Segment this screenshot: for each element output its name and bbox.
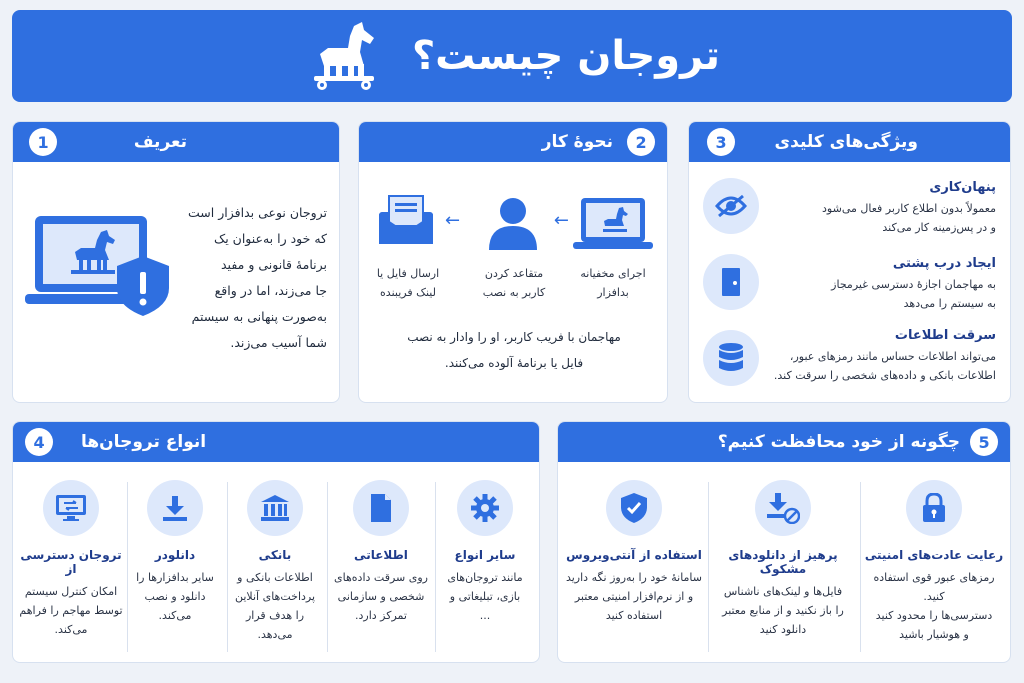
page-title: تروجان چیست؟ [411,33,721,79]
step-label [469,264,559,302]
protect-item [864,480,1004,644]
text-line: اطلاعات بانکی و داده‌های شخصی را سرقت کند. [773,369,996,382]
type-item [17,480,125,639]
text-line: لینک فریبنده [380,286,436,299]
step-label [567,264,659,302]
text-line: دانلود و نصب [144,590,206,603]
text-line: اطلاعات بانکی و [237,571,313,584]
card-title: تعریف [133,132,187,152]
text-line: پرداخت‌های آنلاین [234,590,316,603]
text-line: مهاجمان با فریب کاربر، او را وادار به نصب [407,330,621,344]
type-icon-circle [457,480,513,536]
feature-title: پنهان‌کاری [929,180,996,195]
lock-icon [921,493,947,523]
text-line: متقاعد کردن [484,267,544,280]
text-line: می‌تواند اطلاعات حساس مانند رمزهای عبور، [789,350,996,363]
divider [708,482,709,652]
step-number: 3 [707,128,735,156]
feature-item [764,256,996,313]
text-line: تمرکز دارد. [355,609,407,622]
type-item [227,480,323,644]
feature-item [764,180,996,237]
divider [435,482,436,652]
type-icon-circle [147,480,203,536]
feature-icon-circle [703,178,759,234]
type-icon-circle [43,480,99,536]
text-line: را هدف قرار می‌دهد. [245,609,305,641]
text-line: و در پس‌زمینه کار می‌کند [882,221,996,234]
text-line: ارسال فایل یا [376,267,440,280]
text-line: برنامهٔ قانونی و مفید [221,257,327,272]
text-line: سایر بدافزارها را [136,571,214,584]
card-protection [557,421,1011,663]
database-icon [717,342,745,374]
card-title: چگونه از خود محافظت کنیم؟ [717,432,960,452]
text-line: بدافزار [597,286,629,299]
title-banner [12,10,1012,102]
type-item [437,480,533,625]
text-line: معمولاً بدون اطلاع کاربر فعال می‌شود [822,202,996,215]
divider [860,482,861,652]
card-definition [12,121,340,403]
step-number: 5 [970,428,998,456]
step-number: 4 [25,428,53,456]
bank-icon [260,494,290,522]
text-line: را باز نکنید و از منابع معتبر [722,604,844,617]
door-icon [719,267,743,297]
text-line: ... [479,609,491,622]
user-icon [485,194,541,250]
trojan-horse-icon [304,20,384,92]
eye-slash-icon [715,194,747,218]
text-line: فایل‌ها و لینک‌های ناشناس [723,585,843,598]
card-title: ویژگی‌های کلیدی [774,132,918,152]
type-item [331,480,431,625]
type-title: دانلودر [154,548,196,562]
laptop-trojan-icon [23,210,173,320]
text-line: کاربر به نصب [482,286,546,299]
text-line: و هوشیار باشید [899,628,969,641]
text-line: می‌کند. [54,623,88,636]
download-icon [161,494,189,522]
type-title: بانکی [258,548,292,562]
type-title: تروجان دسترسی از [20,548,122,576]
protect-title: پرهیز از دانلودهای مشکوک [728,548,838,576]
document-icon [369,493,393,523]
text-line: می‌کند. [158,609,192,622]
text-line: اجرای مخفیانه [580,267,646,280]
text-line: روی سرقت داده‌های [334,571,428,584]
text-line: تروجان نوعی بدافزار است [188,205,327,220]
download-blocked-icon [766,492,800,524]
laptop-horse-icon [573,196,653,252]
definition-text [157,200,327,356]
text-line: به‌صورت پنهانی به سیستم [191,309,327,324]
feature-item [764,328,996,385]
card-trojan-types [12,421,540,663]
card-key-features [688,121,1011,403]
protect-item [562,480,706,625]
envelope-icon [377,194,435,246]
card-title: نحوهٔ کار [541,132,613,152]
text-line: شما آسیب می‌زند. [230,335,327,350]
shield-check-icon [620,492,648,524]
feature-icon-circle [703,330,759,386]
type-icon-circle [353,480,409,536]
protect-title: استفاده از آنتی‌ویروس [566,548,702,562]
card-how-it-works [358,121,668,403]
text-line: فایل یا برنامهٔ آلوده می‌کنند. [444,356,584,370]
step-number: 2 [627,128,655,156]
arrow-icon: ← [445,210,461,231]
protect-icon-circle [906,480,962,536]
arrow-icon: ← [553,210,569,231]
protect-title: رعایت عادت‌های امنیتی [864,548,1004,562]
text-line: جا می‌زند، اما در واقع [214,283,327,298]
step-number: 1 [29,128,57,156]
type-icon-circle [247,480,303,536]
text-line: بازی، تبلیغاتی و [449,590,521,603]
text-line: رمزهای عبور قوی استفاده کنید. [873,571,995,603]
protect-icon-circle [606,480,662,536]
how-description [379,324,649,376]
text-line: استفاده کنید [605,609,663,622]
text-line: امکان کنترل سیستم [24,585,118,598]
feature-icon-circle [703,254,759,310]
gear-icon [470,493,500,523]
text-line: توسط مهاجم را فراهم [19,604,123,617]
protect-item [710,480,856,639]
text-line: شخصی و سازمانی [337,590,425,603]
text-line: دسترسی‌ها را محدود کنید [875,609,993,622]
text-line: و از نرم‌افزار امنیتی معتبر [574,590,694,603]
text-line: دانلود کنید [759,623,807,636]
type-item [127,480,223,625]
text-line: که خود را به‌عنوان یک [214,231,327,246]
divider [327,482,328,652]
text-line: به سیستم را می‌دهد [903,297,996,310]
card-title: انواع تروجان‌ها [81,432,207,452]
text-line: به مهاجمان اجازهٔ دسترسی غیرمجاز [831,278,996,291]
type-title: اطلاعاتی [354,548,408,562]
type-title: سایر انواع [454,548,516,562]
step-label [367,264,449,302]
feature-title: سرقت اطلاعات [894,328,996,343]
protect-icon-circle [755,480,811,536]
text-line: مانند تروجان‌های [447,571,523,584]
feature-title: ایجاد درب پشتی [892,256,996,271]
remote-desktop-icon [55,494,87,522]
text-line: سامانهٔ خود را به‌روز نگه دارید [565,571,703,584]
